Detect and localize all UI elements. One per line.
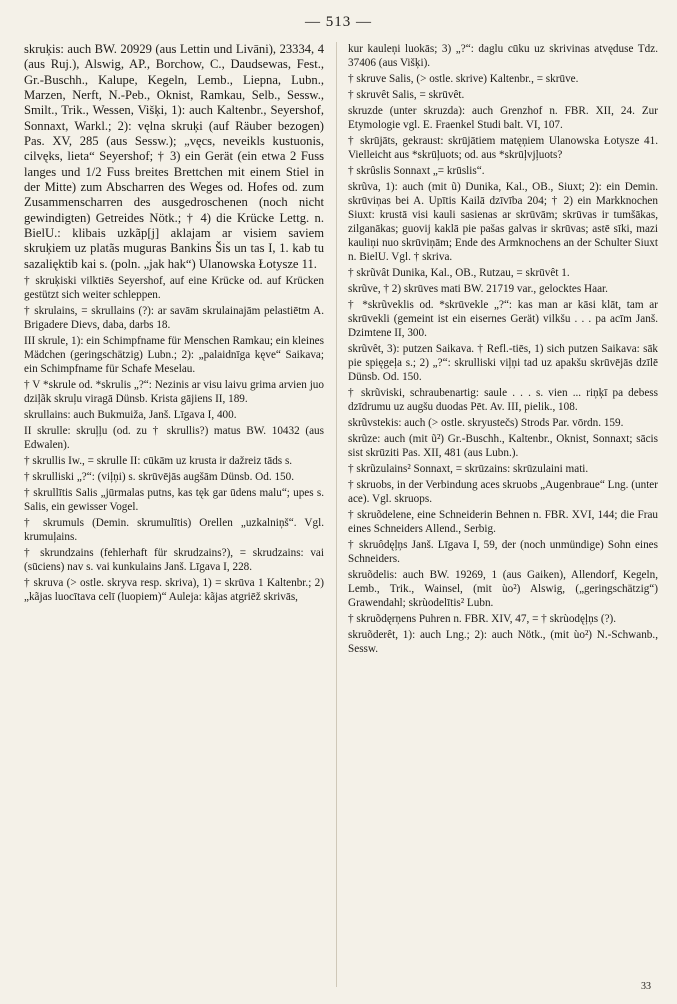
dictionary-entry: skrũvstekis: auch (> ostle. skryustečs) Strods Par. vōrdn. 159. bbox=[348, 417, 624, 429]
printer-signature: 33 bbox=[641, 981, 651, 992]
dictionary-entry: skrũvêt, 3): putzen Saikava. † Refl.-tiēs, 1) sich putzen Saikava: sāk pie spięgeļa s.; 2) „?“: skrulliski viļņi tad uz apakšu skrūvējās dzīlē Dünsb. Od. 150. bbox=[348, 343, 658, 383]
dictionary-entry: skruķis: auch BW. 20929 (aus Lettin und Livāni), 23334, 4 (aus Ruj.), Alswig, AP., Borchow, C., Daudsewas, Fest., Gr.-Buschh., Kalupe, Kegeln, Lemb., Liepna, Lubn., Marzen, Nerft, N.-Peb., Oknist, Ramkau, Selb., Sessw., Smilt., Trik., Wessen, Višķi, 1): auch Kaltenbr., Seyershof, Sonnaxt, Warkl.; 2): vęlna skruķi (auf Räuber bezogen) Pas. XV, 285 (aus Sessw.); „vęcs, neveikls kustuonis, cilvęks, lieta“ Seyershof; † 3) ein Gerät (ein etwa 2 Fuss langes und 1/2 Fuss breites Brettchen mit einem Stiel in der Mitte) zum Abscharren des Weges od. Hofes od. zum Zusammenscharren des ausgedroschenen (noch nicht gewindigten) Getreides Nötk.; † 4) die Krücke Lettg. n. BielU.: klibais uzkãp[j] aklajam ar visiem saviem skruķiem uz platãs muguras Bankins Šis un tas I, 1. kab tu sazalięktib kai s. (poln. „jak hak“) Ulanowska Łotysze 11. bbox=[24, 42, 324, 271]
dictionary-entry: skrũva, 1): auch (mit ũ) Dunika, Kal., OB., Siuxt; 2): ein Demin. skrūviņas bei A. Upītis Kailā dzīvība 204; † 2) ein Markknochen Siuxt: krustā visi kauli sasienas ar skrūvām; skrūvas ir tumšākas, zilganākas; guovij kaklā pie pašas galvas ir skrūvas; astē sīki, mazi kauliņi nuo skrūviņām; Ende des Armknochens an der Schulter Siuxt n. BielU. Vgl. † skriva. bbox=[348, 181, 658, 263]
dictionary-entry: † skrumuls (Demin. skrumulītis) Orellen „uzkalniņš“. Vgl. krumuļains. bbox=[24, 517, 324, 544]
dictionary-entry: † skrũzulains² Sonnaxt, = skrūzains: skrūzulaini mati. bbox=[348, 463, 589, 475]
dictionary-entry: kur kauleņi luokās; 3) „?“: daglu cūku uz skrivinas atvęduse Tdz. 37406 (aus Višķi). bbox=[348, 43, 658, 69]
dictionary-entry: † skrũvât Dunika, Kal., OB., Rutzau, = skrūvêt 1. bbox=[348, 267, 570, 279]
left-column bbox=[24, 42, 324, 604]
dictionary-entry: skruzde (unter skruzda): auch Grenzhof n. FBR. XII, 24. Zur Etymologie vgl. E. Fraenkel Studi balt. VI, 107. bbox=[348, 105, 658, 131]
dictionary-entry: skrullains: auch Bukmuiža, Janš. Līgava I, 400. bbox=[24, 409, 237, 422]
dictionary-entry: † skrundzains (fehlerhaft für skrudzains?), = skrudzains: vai (sūciens) nav s. vai kunkulains Janš. Līgava I, 228. bbox=[24, 547, 324, 574]
dictionary-entry: † V *skrule od. *skrulis „?“: Nezinis ar visu laivu grima arvien juo dziļãk skruļu viragā Dünsb. Krista gājiens II, 189. bbox=[24, 379, 324, 406]
dictionary-entry: † skrulains, = skrullains (?): ar savām skrulainajām pelastiētm A. Brigadere Dievs, daba, darbs 18. bbox=[24, 305, 324, 332]
dictionary-entry: † skruķiski vilktiēs Seyershof, auf eine Krücke od. auf Krücken gestützt sich weiter schleppen. bbox=[24, 275, 324, 302]
dictionary-entry: † skrũviski, schraubenartig: saule . . . s. vien ... riņķī pa debess dzīdrumu uz augšu duodas Pēt. Av. III, pielik., 108. bbox=[348, 387, 658, 413]
dictionary-entry: II skrulle: skruļļu (od. zu † skrullis?) matus BW. 10432 (aus Edwalen). bbox=[24, 425, 324, 452]
dictionary-entry: † skruobs, in der Verbindung aces skruobs „Augenbraue“ Lng. (unter ace). Vgl. skruops. bbox=[348, 479, 658, 505]
dictionary-entry: † skruve Salis, (> ostle. skrive) Kaltenbr., = skrūve. bbox=[348, 73, 579, 85]
right-column bbox=[348, 42, 658, 656]
dictionary-entry: † skruõdęrņens Puhren n. FBR. XIV, 47, = † skrùodęļņs (?). bbox=[348, 613, 617, 625]
dictionary-entry: † skruõdelene, eine Schneiderin Behnen n. FBR. XVI, 144; die Frau eines Schneiders Allend., Serbig. bbox=[348, 509, 658, 535]
dictionary-entry: † *skrũveklis od. *skrūvekle „?“: kas man ar kāsi klāt, tam ar skrūvekli (gemeint ist ein eisernes Gerät) vilkšu . . . pa acīm Janš. Dzimtene II, 300. bbox=[348, 299, 658, 339]
dictionary-entry: † skrûslis Sonnaxt „= krūslis“. bbox=[348, 165, 485, 177]
dictionary-entry: † skrūjāts, gekraust: skrūjātiem matęņiem Ulanowska Łotysze 41. Vielleicht aus *skrūļuots; od. aus *skrūļvjļuots? bbox=[348, 135, 658, 161]
dictionary-entry: † skrullītis Salis „jūrmalas putns, kas tęk gar ūdens malu“; upes s. Salis, ein gewisser Vogel. bbox=[24, 487, 324, 514]
dictionary-entry: † skruvêt Salis, = skrūvêt. bbox=[348, 89, 465, 101]
dictionary-entry: skruõdelis: auch BW. 19269, 1 (aus Gaiken), Allendorf, Kegeln, Lemb., Trik., Wainsel, (mit ùo²) Alswig, („geringschätzig“) Grawendahl; skrùodelītis² Lubn. bbox=[348, 569, 658, 609]
dictionary-entry: † skrullis Iw., = skrulle II: cūkām uz krusta ir dažreiz tāds s. bbox=[24, 455, 293, 468]
column-divider bbox=[336, 42, 337, 987]
page-number: — 513 — bbox=[305, 14, 372, 30]
dictionary-entry: skrũze: auch (mit ũ²) Gr.-Buschh., Kaltenbr., Oknist, Sonnaxt; sācis sist skrūziti Pas. XII, 481 (aus Lubn.). bbox=[348, 433, 658, 459]
dictionary-entry: skruõderêt, 1): auch Lng.; 2): auch Nötk., (mit ùo²) N.-Schwanb., Sessw. bbox=[348, 629, 658, 655]
dictionary-entry: † skrulliski „?“: (viļņi) s. skrūvējās augšām Dünsb. Od. 150. bbox=[24, 471, 295, 484]
dictionary-entry: skrũve, † 2) skrūves mati BW. 21719 var., gelocktes Haar. bbox=[348, 283, 608, 295]
dictionary-entry: † skruva (> ostle. skryva resp. skriva), 1) = skrūva 1 Kaltenbr.; 2) „kãjas luocītava celī (luopiem)“ Auleja: kãjas atgriēž skrivās, bbox=[24, 577, 324, 604]
dictionary-entry: III skrule, 1): ein Schimpfname für Menschen Ramkau; ein kleines Mädchen (geringschätzig) Lubn.; 2): „palaidnīga kęve“ Saikava; ein Schimpfname für Schafe Meselau. bbox=[24, 335, 324, 376]
dictionary-entry: † skruôdęļņs Janš. Līgava I, 59, der (noch unmündige) Sohn eines Schneiders. bbox=[348, 539, 658, 565]
